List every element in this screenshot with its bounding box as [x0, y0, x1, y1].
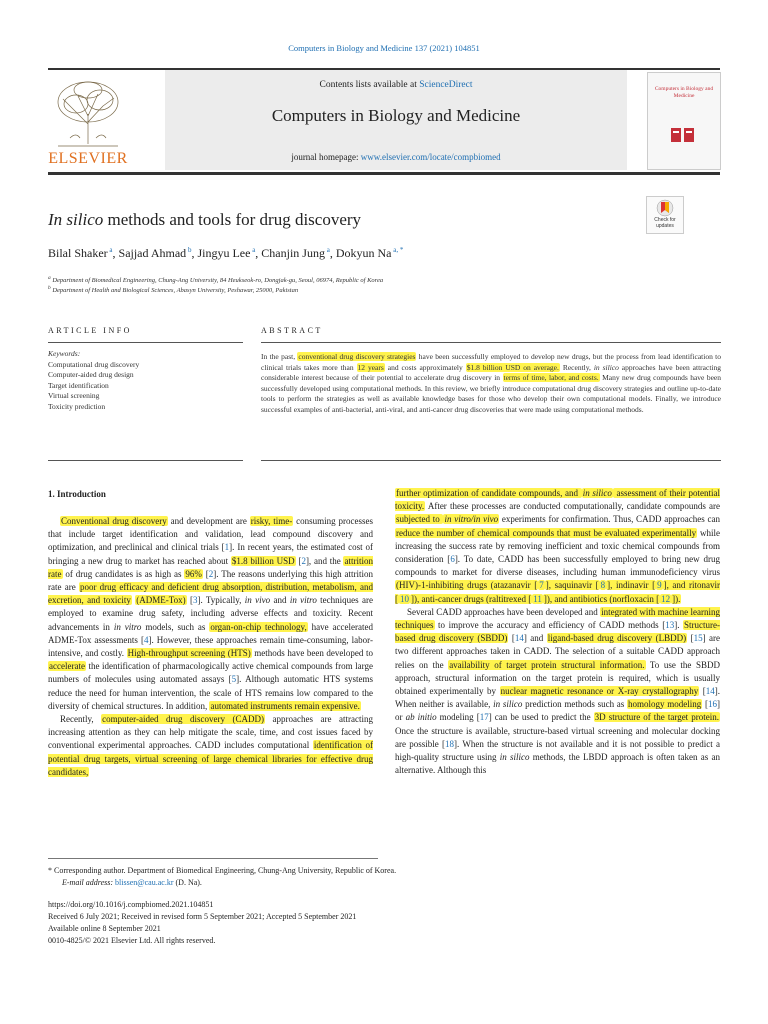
highlighted-text: organ-on-chip technology, — [210, 621, 307, 632]
keyword-item: Target identification — [48, 380, 109, 390]
highlighted-text: $1.8 billion USD — [231, 555, 295, 566]
citation-link[interactable]: 12 — [661, 593, 671, 604]
highlighted-text: ], indinavir [ — [607, 580, 656, 591]
email-suffix: (D. Na). — [173, 878, 202, 887]
corresponding-author-note: * Corresponding author. Department of Biomedical Engineering, Chung-Ang University, Republic of Korea. — [48, 866, 397, 875]
keyword-item: Computational drug discovery — [48, 359, 140, 369]
highlighted-text: poor drug efficacy and deficient drug absorption, distribution, metabolism, and excretion, and toxicity — [48, 582, 373, 606]
check-for-updates-badge[interactable] — [646, 196, 684, 234]
keywords-bottom-rule — [48, 460, 243, 461]
left-column — [48, 515, 373, 779]
highlighted-text: risky, time- — [250, 516, 293, 526]
highlighted-text: Structure-based drug discovery (SBDD) — [395, 620, 720, 644]
text-run: After these processes are conducted computationally, candidate compounds are — [425, 501, 720, 512]
keyword-item: Computer-aided drug design — [48, 370, 134, 379]
text-run: ] or — [395, 699, 721, 723]
highlighted-text: identification of potential drug targets, virtual screening of large chemical libraries for effective drug candidates, — [48, 740, 374, 777]
text-run: and development are — [167, 516, 250, 526]
text-run: Once the structure is available, structure-based virtual screening and molecular docking are possible [ — [395, 725, 720, 749]
text-run: ]. — [674, 620, 683, 631]
highlighted-text: ]), and antibiotics (norfloxacin [ — [543, 593, 660, 604]
highlighted-text: 3D structure of the target protein. — [594, 712, 719, 723]
abstract-text — [261, 352, 721, 415]
citation-link[interactable]: 11 — [533, 593, 542, 604]
text-run: [ — [186, 595, 193, 606]
abstract-heading: ABSTRACT — [261, 326, 323, 335]
text-run: in silico — [493, 699, 523, 710]
text-run: [ — [295, 555, 302, 566]
text-run: ] are two different approaches taken in CADD. The selection of a suitable CADD approach relies on the — [395, 633, 721, 670]
citation-link[interactable]: 9 — [657, 580, 662, 591]
text-run: Recently, — [60, 714, 102, 725]
intro-paragraph-2 — [48, 713, 373, 779]
text-run: approaches have been attracting considerable interest because of their potential to accelerate drug discovery in — [261, 362, 721, 382]
highlighted-text: ], saquinavir [ — [545, 580, 599, 591]
highlighted-text: availability of target protein structural information. — [449, 659, 645, 670]
highlighted-text: 12 years — [357, 362, 384, 372]
text-run: and costs approximately — [384, 362, 466, 372]
text-run: in vivo — [244, 595, 271, 606]
text-run: Many new drug compounds have been successfully developed using computational methods. In this review, we briefly introduce computational drug discovery strategies and outline up-to-date tools to perform the strategies as well as available knowledge bases for those who develop their own computational models. Finally, we introduce successful examples of anti-bacterial, anti-viral, and anti-cancer drug discoveries that were made using computational methods. — [261, 373, 721, 414]
keyword-item: Virtual screening — [48, 391, 100, 400]
cover-title: Computers in Biology and Medicine — [654, 86, 714, 99]
intro-paragraph-1 — [48, 515, 373, 713]
text-run: In the past, — [261, 352, 298, 361]
journal-homepage — [165, 152, 627, 162]
text-run: ], and the — [305, 555, 344, 566]
doi-link[interactable]: https://doi.org/10.1016/j.compbiomed.2021.104851 — [48, 900, 214, 909]
citation-link[interactable]: 15 — [693, 633, 703, 644]
text-run: of drug candidates is as high as — [62, 568, 185, 579]
section-heading-introduction: 1. Introduction — [48, 489, 106, 499]
citation-link[interactable]: 1 — [224, 542, 230, 553]
text-run: experiments for confirmation. Thus, CADD approaches can — [499, 514, 720, 525]
text-run: have been successfully employed to develop new drugs, but the process from lead identification to clinical trials takes more than — [261, 352, 721, 372]
highlighted-text: accelerate — [49, 661, 85, 672]
text-run: methods have been developed to — [251, 648, 373, 659]
author-affiliation-marker[interactable]: a, * — [391, 246, 404, 254]
highlighted-text: Conventional drug discovery — [61, 516, 167, 526]
citation-link[interactable]: 14 — [514, 633, 524, 644]
text-run: in vitro — [113, 621, 142, 632]
highlighted-text: ]), anti-cancer drugs (raltitrexed [ — [411, 593, 532, 604]
footnote-rule — [48, 858, 378, 859]
highlighted-text: integrated with machine learning techniques — [395, 606, 720, 631]
header-bottom-rule — [48, 172, 720, 175]
text-run: ]. Although automatic HTS systems reduce the need for human intervention, the scale of HTS remains low compared to the diversity of chemical structures. In addition, — [48, 674, 373, 711]
highlighted-text: terms of time, labor, and costs. — [503, 373, 599, 382]
keywords-block — [48, 349, 139, 412]
citation-link[interactable]: 2 — [208, 568, 214, 579]
available-online: Available online 8 September 2021 — [48, 924, 161, 933]
text-run: prediction methods such as — [522, 699, 628, 710]
citation-link[interactable]: 8 — [600, 580, 606, 591]
text-run: Several CADD approaches have been developed and — [407, 606, 601, 617]
highlighted-text: (HIV)-1-inhibiting drugs (atazanavir [ — [396, 580, 538, 591]
highlighted-text: computer-aided drug discovery (CADD) — [102, 714, 264, 725]
copyright-line: 0010-4825/© 2021 Elsevier Ltd. All rights reserved. — [48, 936, 216, 945]
citation-link[interactable]: 13 — [665, 620, 675, 631]
highlighted-text: assessment of their potential toxicity. — [395, 488, 720, 512]
text-run: methods, the LBDD approach is often taken as an alternative. Although this — [395, 752, 721, 776]
author-name: Chanjin Jung — [261, 246, 325, 260]
abstract-bottom-rule — [261, 460, 721, 461]
email-label: E-mail address: — [62, 878, 116, 887]
highlighted-text: attrition rate — [48, 555, 373, 579]
citation-link[interactable]: 10 — [400, 593, 409, 604]
citation-link[interactable]: 2 — [301, 555, 306, 566]
citation-link[interactable]: 7 — [539, 580, 544, 591]
author-name: Dokyun Na — [335, 246, 392, 260]
citation-link[interactable]: 16 — [708, 699, 718, 710]
title-rest: methods and tools for drug discovery — [103, 210, 362, 229]
text-run: techniques are employed to examine drug safety, including adverse effects and toxicity. Recent advancements in — [48, 595, 373, 632]
highlighted-text: ], and ritonavir [ — [395, 580, 720, 604]
text-run: [ — [508, 633, 515, 644]
text-run: ] and — [523, 633, 547, 644]
citation-link[interactable]: 17 — [479, 712, 489, 723]
keywords-label: Keywords: — [48, 349, 81, 358]
text-run: consuming processes that include target identification and validation, lead compound discovery and optimization, and preclinical and clinical trials [ — [48, 516, 373, 553]
contents-prefix: Contents lists available at — [319, 80, 420, 90]
author-name: Jingyu Lee — [197, 246, 251, 260]
email-line — [62, 877, 202, 888]
highlighted-text: nuclear magnetic resonance or X-ray crystallography — [500, 686, 699, 697]
highlighted-text: further optimization of candidate compounds, and — [396, 488, 581, 498]
text-run: ]. Typically, — [197, 595, 245, 606]
author-name: Bilal Shaker — [48, 246, 108, 260]
text-run: Recently, — [559, 362, 594, 372]
journal-reference[interactable]: Computers in Biology and Medicine 137 (2021) 104851 — [288, 43, 480, 53]
elsevier-wordmark: ELSEVIER — [48, 150, 128, 167]
text-run: [ — [699, 686, 706, 697]
email-link[interactable]: blissen@cau.ac.kr — [115, 878, 174, 887]
cover-graphic-icon — [670, 126, 696, 144]
text-run: and — [270, 595, 290, 606]
author-name: Sajjad Ahmad — [118, 246, 187, 260]
text-run: in vitro — [289, 595, 317, 606]
received-dates: Received 6 July 2021; Received in revised form 5 September 2021; Accepted 5 September 2021 — [48, 912, 357, 921]
text-run: ] can be used to predict the — [488, 712, 594, 723]
right-column — [395, 487, 720, 777]
author-affiliation-marker[interactable]: a — [107, 246, 113, 254]
text-run: ]. When neither is available, — [395, 686, 721, 710]
text-run: ]. The reasons underlying this high attrition rate are — [48, 568, 374, 593]
title-italic: In silico — [48, 210, 104, 229]
article-info-heading: ARTICLE INFO — [48, 326, 132, 335]
text-run: To use the SBDD approach, structural information on the target protein is required, which is usually obtained experimentally by — [395, 659, 720, 697]
citation-link[interactable]: 14 — [705, 686, 715, 697]
highlighted-text: ligand-based drug discovery (LBDD) — [547, 633, 687, 644]
highlighted-text: subjected to — [396, 514, 443, 525]
author-affiliation-marker[interactable]: b — [186, 246, 192, 254]
affiliation-b: $^b$ Department of Health and Biological Sciences, Abasyn University, Peshawar, 25000, Pakistan — [48, 285, 299, 295]
bookmark-icon — [647, 197, 683, 219]
contents-line — [165, 80, 627, 90]
highlighted-text: conventional drug discovery strategies — [298, 352, 416, 361]
article-title — [48, 210, 361, 230]
highlighted-text: $1.8 billion USD on average. — [466, 362, 559, 372]
citation-link[interactable]: 5 — [231, 674, 237, 685]
text-run: ]. To date, CADD has been successfully employed to bring new drug compounds to market for diverse diseases, including human immunodeficiency virus — [395, 554, 721, 578]
citation-link[interactable]: 4 — [143, 634, 149, 645]
homepage-link[interactable]: www.elsevier.com/locate/compbiomed — [360, 152, 501, 162]
text-run: [ — [687, 633, 694, 644]
author-affiliation-marker[interactable]: a — [250, 246, 256, 254]
highlighted-text: High-throughput screening (HTS) — [127, 648, 251, 659]
highlighted-text: automated instruments remain expensive. — [210, 700, 360, 711]
citation-link[interactable]: 3 — [192, 595, 198, 606]
sciencedirect-link[interactable]: ScienceDirect — [419, 80, 473, 90]
highlighted-text: in vitro/in vivo — [444, 514, 499, 525]
highlighted-text: 96% — [185, 568, 202, 579]
text-run: ]. However, these approaches remain time-consuming, labor-intensive, and costly. — [48, 634, 373, 659]
highlighted-text: homology modeling — [628, 699, 702, 710]
text-run: ]. When the structure is not available and it is not possible to predict a high-quality structure using — [395, 738, 720, 763]
text-run: while increasing the success rate by removing inefficient and toxic chemical compounds from consideration [ — [395, 527, 720, 565]
text-run: to improve the accuracy and efficiency of CADD methods [ — [434, 620, 666, 631]
intro-paragraph-3 — [395, 606, 720, 778]
intro-paragraph-continued — [395, 487, 720, 606]
citation-link[interactable]: 6 — [450, 554, 455, 565]
keyword-item: Toxicity prediction — [48, 401, 106, 411]
text-run: [ — [702, 699, 709, 710]
text-run: modeling [ — [436, 712, 480, 723]
text-run: models, such as — [141, 621, 210, 632]
highlighted-text: in silico — [582, 488, 612, 498]
citation-link[interactable]: 18 — [445, 738, 455, 749]
author-affiliation-marker[interactable]: a — [324, 246, 330, 254]
text-run: ab initio — [405, 712, 437, 723]
text-run: approaches are attracting increasing attention as they can help mitigate the scale, time, and cost issues faced by conventional experimental approaches. CADD includes computational — [48, 714, 373, 751]
text-run: in silico — [593, 362, 619, 372]
article-info-rule — [48, 342, 243, 343]
text-run: [ — [202, 568, 209, 579]
highlighted-text: ]). — [672, 593, 681, 604]
author-list: Bilal Shaker $^a$, Sajjad Ahmad $^b$, Jingyu Lee $^a$, Chanjin Jung $^a$, Dokyun Na $^{a, *}$ — [48, 246, 404, 260]
text-run: the identification of pharmacologically active chemical compounds from large numbers of molecules using automated assays [ — [48, 661, 373, 685]
highlighted-text: (ADME-Tox) — [136, 595, 186, 606]
abstract-rule — [261, 342, 721, 343]
journal-title: Computers in Biology and Medicine — [271, 106, 521, 125]
text-run: in silico — [499, 752, 530, 763]
highlighted-text: reduce the number of chemical compounds that must be evaluated experimentally — [396, 527, 697, 538]
text-run: have accelerated ADME-Tox assessments [ — [48, 621, 373, 645]
check-updates-label: Check for updates — [654, 217, 676, 229]
homepage-label: journal homepage: — [291, 152, 361, 162]
text-run: ]. In recent years, the estimated cost of bringing a new drug to market has reached about — [48, 542, 374, 566]
affiliation-a: $^a$ Department of Biomedical Engineering, Chung-Ang University, 84 Heukseok-ro, Dongjak-gu, Seoul, 06974, Republic of Korea — [48, 275, 384, 285]
